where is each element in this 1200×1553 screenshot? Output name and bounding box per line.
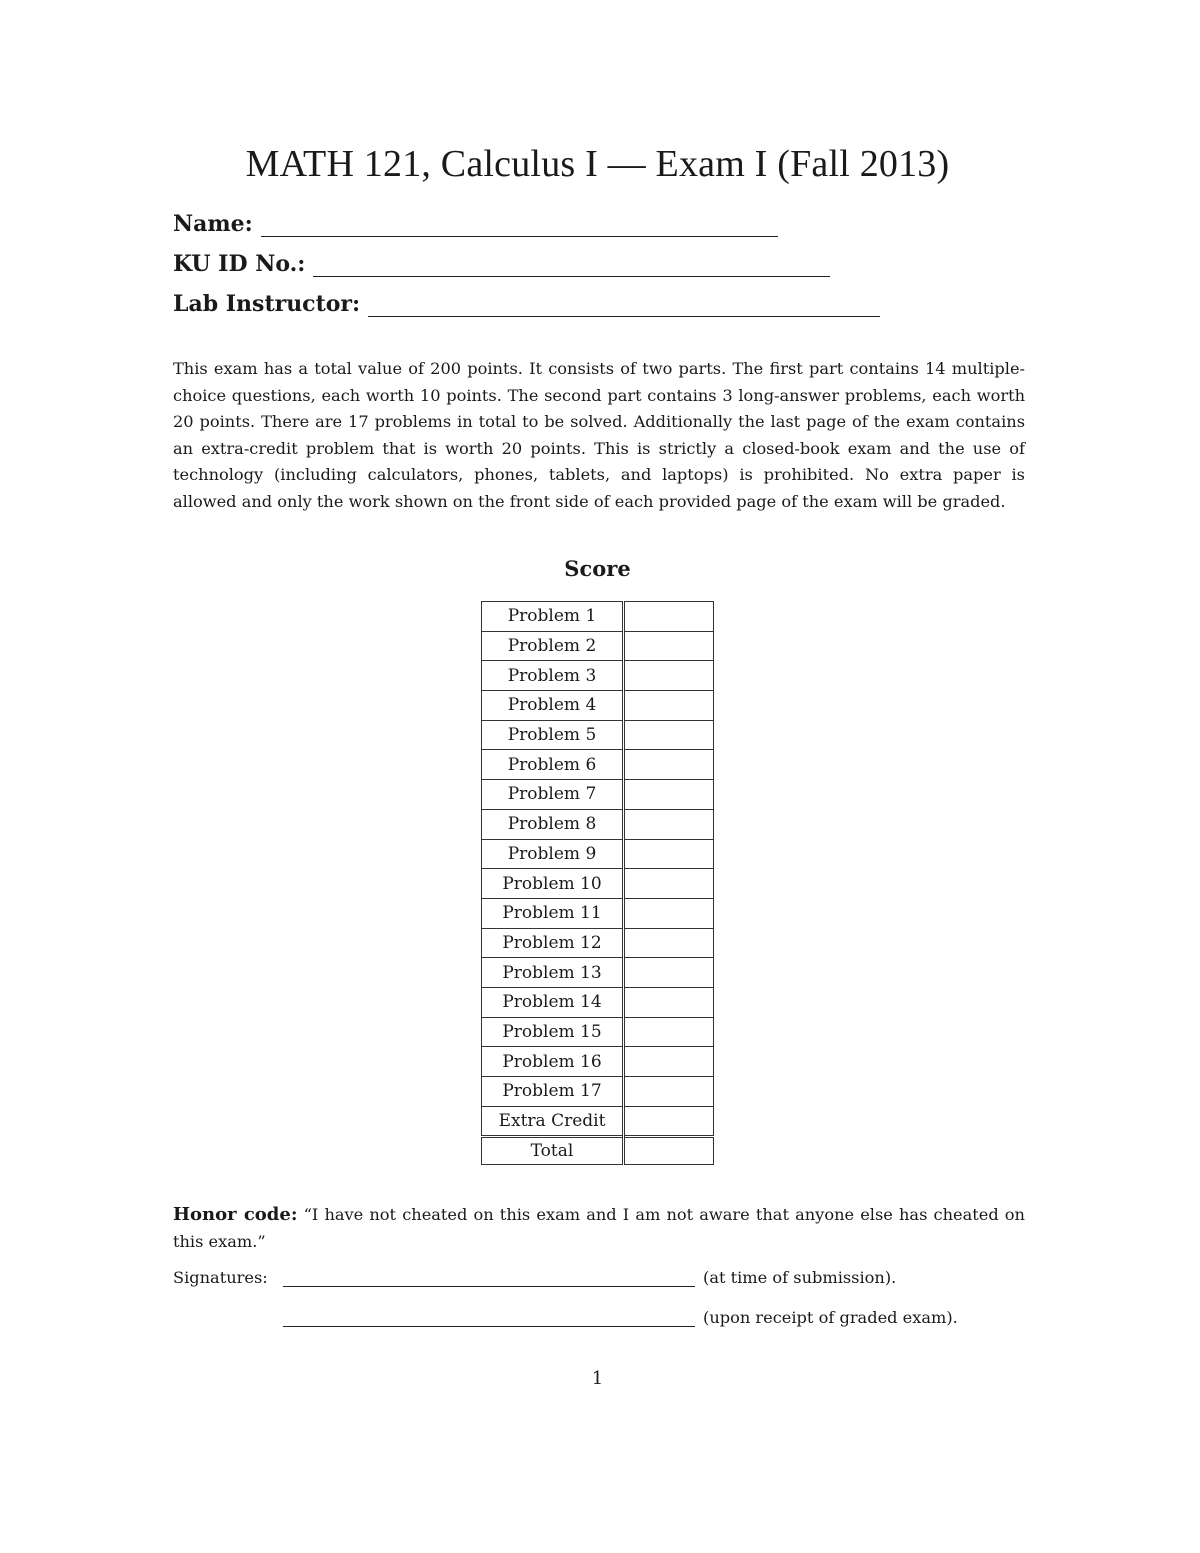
score-row xyxy=(482,1047,714,1077)
signature-row-submission xyxy=(173,1266,896,1287)
score-row xyxy=(482,809,714,839)
score-cell[interactable] xyxy=(624,1077,714,1107)
score-row-label: Problem 13 xyxy=(482,958,624,988)
signature-note-submission: (at time of submission). xyxy=(703,1268,897,1287)
signature-blank-submission[interactable] xyxy=(283,1266,695,1287)
lab-instructor-field xyxy=(173,285,880,317)
score-row-label: Problem 10 xyxy=(482,869,624,899)
score-row-label: Problem 9 xyxy=(482,839,624,869)
exam-instructions: This exam has a total value of 200 points. It consists of two parts. The first part contains 14 multiple-choice questions, each worth 10 points. The second part contains 3 long-answer problems, each worth 20 points. There are 17 problems in total to be solved. Additionally the last page of the exam contains an extra-credit problem that is worth 20 points. This is strictly a closed-book exam and the use of technology (including calculators, phones, tablets, and laptops) is prohibited. No extra paper is allowed and only the work shown on the front side of each provided page of the exam will be graded. xyxy=(173,359,1025,511)
name-label: Name: xyxy=(173,211,253,237)
score-row-label: Problem 7 xyxy=(482,780,624,810)
score-cell[interactable] xyxy=(624,1017,714,1047)
id-blank[interactable] xyxy=(313,252,830,277)
score-row-label: Problem 12 xyxy=(482,928,624,958)
name-field xyxy=(173,205,778,237)
score-cell[interactable] xyxy=(624,720,714,750)
score-total-row xyxy=(482,1137,714,1165)
score-row-label: Problem 16 xyxy=(482,1047,624,1077)
score-cell[interactable] xyxy=(624,631,714,661)
score-row xyxy=(482,691,714,721)
score-row-label: Problem 5 xyxy=(482,720,624,750)
score-row-label: Problem 14 xyxy=(482,987,624,1017)
score-table xyxy=(481,601,714,1165)
score-cell[interactable] xyxy=(624,661,714,691)
score-row-label: Problem 3 xyxy=(482,661,624,691)
score-row-label: Problem 11 xyxy=(482,898,624,928)
score-cell[interactable] xyxy=(624,691,714,721)
name-blank[interactable] xyxy=(261,212,778,237)
score-row xyxy=(482,720,714,750)
score-row xyxy=(482,1017,714,1047)
score-heading: Score xyxy=(564,556,631,581)
score-cell[interactable] xyxy=(624,869,714,899)
score-row-label: Extra Credit xyxy=(482,1106,624,1137)
score-total-label: Total xyxy=(482,1137,624,1165)
score-row xyxy=(482,1077,714,1107)
score-row-label: Problem 8 xyxy=(482,809,624,839)
score-row xyxy=(482,602,714,632)
score-row xyxy=(482,898,714,928)
score-row xyxy=(482,839,714,869)
score-cell[interactable] xyxy=(624,839,714,869)
exam-title: MATH 121, Calculus I — Exam I (Fall 2013) xyxy=(245,143,950,185)
honor-code-text: “I have not cheated on this exam and I am not aware that anyone else has cheated on this exam.” xyxy=(173,1205,1025,1251)
id-label: KU ID No.: xyxy=(173,251,306,277)
score-cell[interactable] xyxy=(624,602,714,632)
score-row-label: Problem 4 xyxy=(482,691,624,721)
score-row-label: Problem 1 xyxy=(482,602,624,632)
honor-code xyxy=(173,1201,1025,1255)
honor-code-label: Honor code: xyxy=(173,1204,298,1225)
score-row-label: Problem 6 xyxy=(482,750,624,780)
lab-instructor-label: Lab Instructor: xyxy=(173,291,361,317)
signature-row-receipt xyxy=(173,1306,958,1327)
score-row xyxy=(482,661,714,691)
score-cell[interactable] xyxy=(624,898,714,928)
score-cell[interactable] xyxy=(624,928,714,958)
score-row xyxy=(482,958,714,988)
page-number: 1 xyxy=(591,1368,604,1389)
score-cell[interactable] xyxy=(624,1047,714,1077)
score-row-label: Problem 15 xyxy=(482,1017,624,1047)
score-row xyxy=(482,750,714,780)
score-row xyxy=(482,780,714,810)
signature-blank-receipt[interactable] xyxy=(283,1306,695,1327)
signatures-label: Signatures: xyxy=(173,1268,268,1287)
lab-instructor-blank[interactable] xyxy=(368,292,880,317)
score-cell[interactable] xyxy=(624,1106,714,1137)
score-row xyxy=(482,987,714,1017)
score-cell[interactable] xyxy=(624,750,714,780)
score-cell[interactable] xyxy=(624,780,714,810)
signature-note-receipt: (upon receipt of graded exam). xyxy=(703,1308,958,1327)
score-row xyxy=(482,928,714,958)
score-cell[interactable] xyxy=(624,809,714,839)
score-row-label: Problem 17 xyxy=(482,1077,624,1107)
score-row-label: Problem 2 xyxy=(482,631,624,661)
score-cell[interactable] xyxy=(624,987,714,1017)
score-row xyxy=(482,869,714,899)
score-row xyxy=(482,1106,714,1137)
score-cell[interactable] xyxy=(624,958,714,988)
score-row xyxy=(482,631,714,661)
id-field xyxy=(173,245,830,277)
score-total-cell[interactable] xyxy=(624,1137,714,1165)
